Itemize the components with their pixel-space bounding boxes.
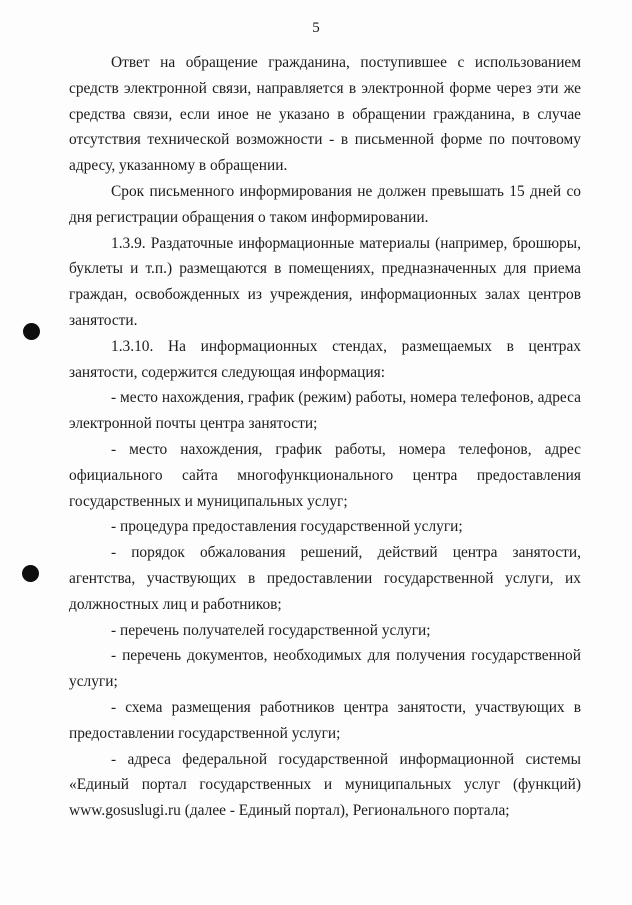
list-item: - место нахождения, график (режим) работы, номера телефонов, адреса электронной почты центра занятости;	[69, 389, 581, 433]
list-item: - место нахождения, график работы, номера телефонов, адрес официального сайта многофункционального центра предоставления государственных и муниципальных услуг;	[69, 440, 581, 510]
list-item: - адреса федеральной государственной информационной системы «Единый портал государственных и муниципальных услуг (функций) www.gosuslugi.ru (далее - Единый портал), Регионального портала;	[69, 750, 581, 820]
list-item: - процедура предоставления государственной услуги;	[111, 518, 463, 536]
list-item: - порядок обжалования решений, действий центра занятости, агентства, участвующих в предоставлении государственной услуги, их должностных лиц и работников;	[69, 544, 581, 613]
punch-hole-bottom	[22, 565, 39, 582]
paragraph-1-3-10: 1.3.10. На информационных стендах, размещаемых в центрах занятости, содержится следующая информация:	[69, 337, 581, 381]
paragraph-reply-electronic: Ответ на обращение гражданина, поступившее с использованием средств электронной связи, направляется в электронной форме через эти же средства связи, если иное не указано в обращении гражданина, в случае отсутствия технической возможности - в письменной форме по почтовому адресу, указанному в обращении.	[69, 54, 581, 175]
paragraph-written-deadline: Срок письменного информирования не должен превышать 15 дней со дня регистрации обращения о таком информировании.	[69, 182, 581, 226]
list-item: - перечень получателей государственной услуги;	[111, 621, 431, 639]
list-item: - перечень документов, необходимых для получения государственной услуги;	[69, 647, 581, 691]
document-body	[69, 50, 581, 824]
punch-hole-top	[23, 323, 40, 340]
list-item: - схема размещения работников центра занятости, участвующих в предоставлении государственной услуги;	[69, 698, 581, 742]
page-number: 5	[312, 20, 320, 36]
paragraph-1-3-9: 1.3.9. Раздаточные информационные материалы (например, брошюры, буклеты и т.п.) размещаются в помещениях, предназначенных для приема граждан, освобожденных из учреждения, информационных залах центров занятости.	[69, 234, 581, 329]
